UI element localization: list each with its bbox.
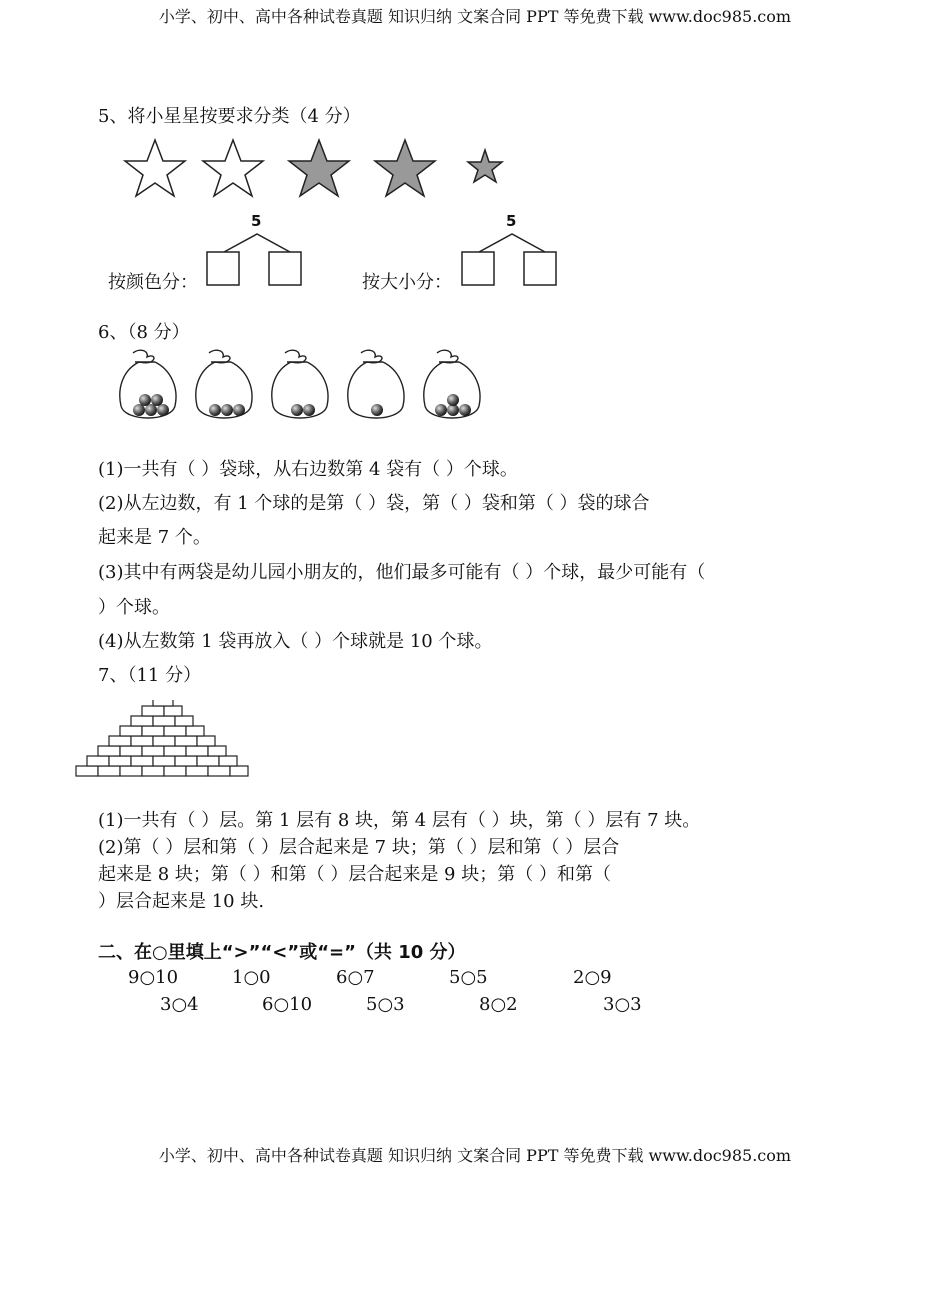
q6-title: 6、（8 分） <box>98 322 190 343</box>
page-header: 小学、初中、高中各种试卷真题 知识归纳 文案合同 PPT 等免费下载 www.doc985.com <box>158 7 792 26</box>
star-gray-large-2 <box>375 140 435 196</box>
q7-part2-line1: (2)第（ ）层和第（ ）层合起来是 7 块；第（ ）层和第（ ）层合 <box>98 837 620 858</box>
compare-item: 2○9 <box>573 967 612 988</box>
bag-2 <box>196 350 252 418</box>
by-color-label: 按颜色分： <box>108 272 198 293</box>
color-split-number: 5 <box>251 212 262 230</box>
compare-item: 6○10 <box>262 994 313 1015</box>
bag-1 <box>120 350 176 418</box>
compare-item: 3○3 <box>603 994 642 1015</box>
q6-part3-line2: ）个球。 <box>98 597 170 618</box>
compare-item: 9○10 <box>128 967 179 988</box>
q7-part1: (1)一共有（ ）层。第 1 层有 8 块，第 4 层有（ ）块，第（ ）层有 7 块。 <box>98 810 701 831</box>
star-white-large-1 <box>125 140 185 196</box>
section2-title: 二、在○里填上“>”“<”或“=”（共 10 分） <box>98 942 466 963</box>
color-box-2 <box>269 252 301 285</box>
q5-title: 5、将小星星按要求分类（4 分） <box>98 106 361 127</box>
compare-item: 6○7 <box>336 967 375 988</box>
q6-part2-line1: (2)从左边数，有 1 个球的是第（ ）袋，第（ ）袋和第（ ）袋的球合 <box>98 493 650 514</box>
ball-bags-illustration <box>115 348 495 428</box>
stars-illustration <box>115 135 515 205</box>
q6-part2-line2: 起来是 7 个。 <box>98 527 211 548</box>
brick-pyramid <box>70 700 260 782</box>
size-box-1 <box>462 252 494 285</box>
size-box-2 <box>524 252 556 285</box>
color-box-1 <box>207 252 239 285</box>
bag-5 <box>424 350 480 418</box>
size-split-branches <box>455 230 565 290</box>
q6-part3-line1: (3)其中有两袋是幼儿园小朋友的，他们最多可能有（ ）个球，最少可能有（ <box>98 562 706 583</box>
by-size-label: 按大小分： <box>362 272 452 293</box>
q7-part2-line3: ）层合起来是 10 块. <box>98 891 265 912</box>
compare-item: 8○2 <box>479 994 518 1015</box>
bag-4 <box>348 350 404 418</box>
star-gray-large-1 <box>289 140 349 196</box>
color-split-branches <box>200 230 310 290</box>
compare-item: 5○5 <box>449 967 488 988</box>
compare-item: 1○0 <box>232 967 271 988</box>
q6-part4: (4)从左数第 1 袋再放入（ ）个球就是 10 个球。 <box>98 631 493 652</box>
bag-3 <box>272 350 328 418</box>
compare-item: 3○4 <box>160 994 199 1015</box>
compare-item: 5○3 <box>366 994 405 1015</box>
page-footer: 小学、初中、高中各种试卷真题 知识归纳 文案合同 PPT 等免费下载 www.doc985.com <box>158 1146 792 1165</box>
star-gray-small <box>468 150 502 182</box>
q7-title: 7、（11 分） <box>98 665 202 686</box>
q6-part1: (1)一共有（ ）袋球，从右边数第 4 袋有（ ）个球。 <box>98 459 518 480</box>
q7-part2-line2: 起来是 8 块；第（ ）和第（ ）层合起来是 9 块；第（ ）和第（ <box>98 864 611 885</box>
star-white-large-2 <box>203 140 263 196</box>
size-split-number: 5 <box>506 212 517 230</box>
